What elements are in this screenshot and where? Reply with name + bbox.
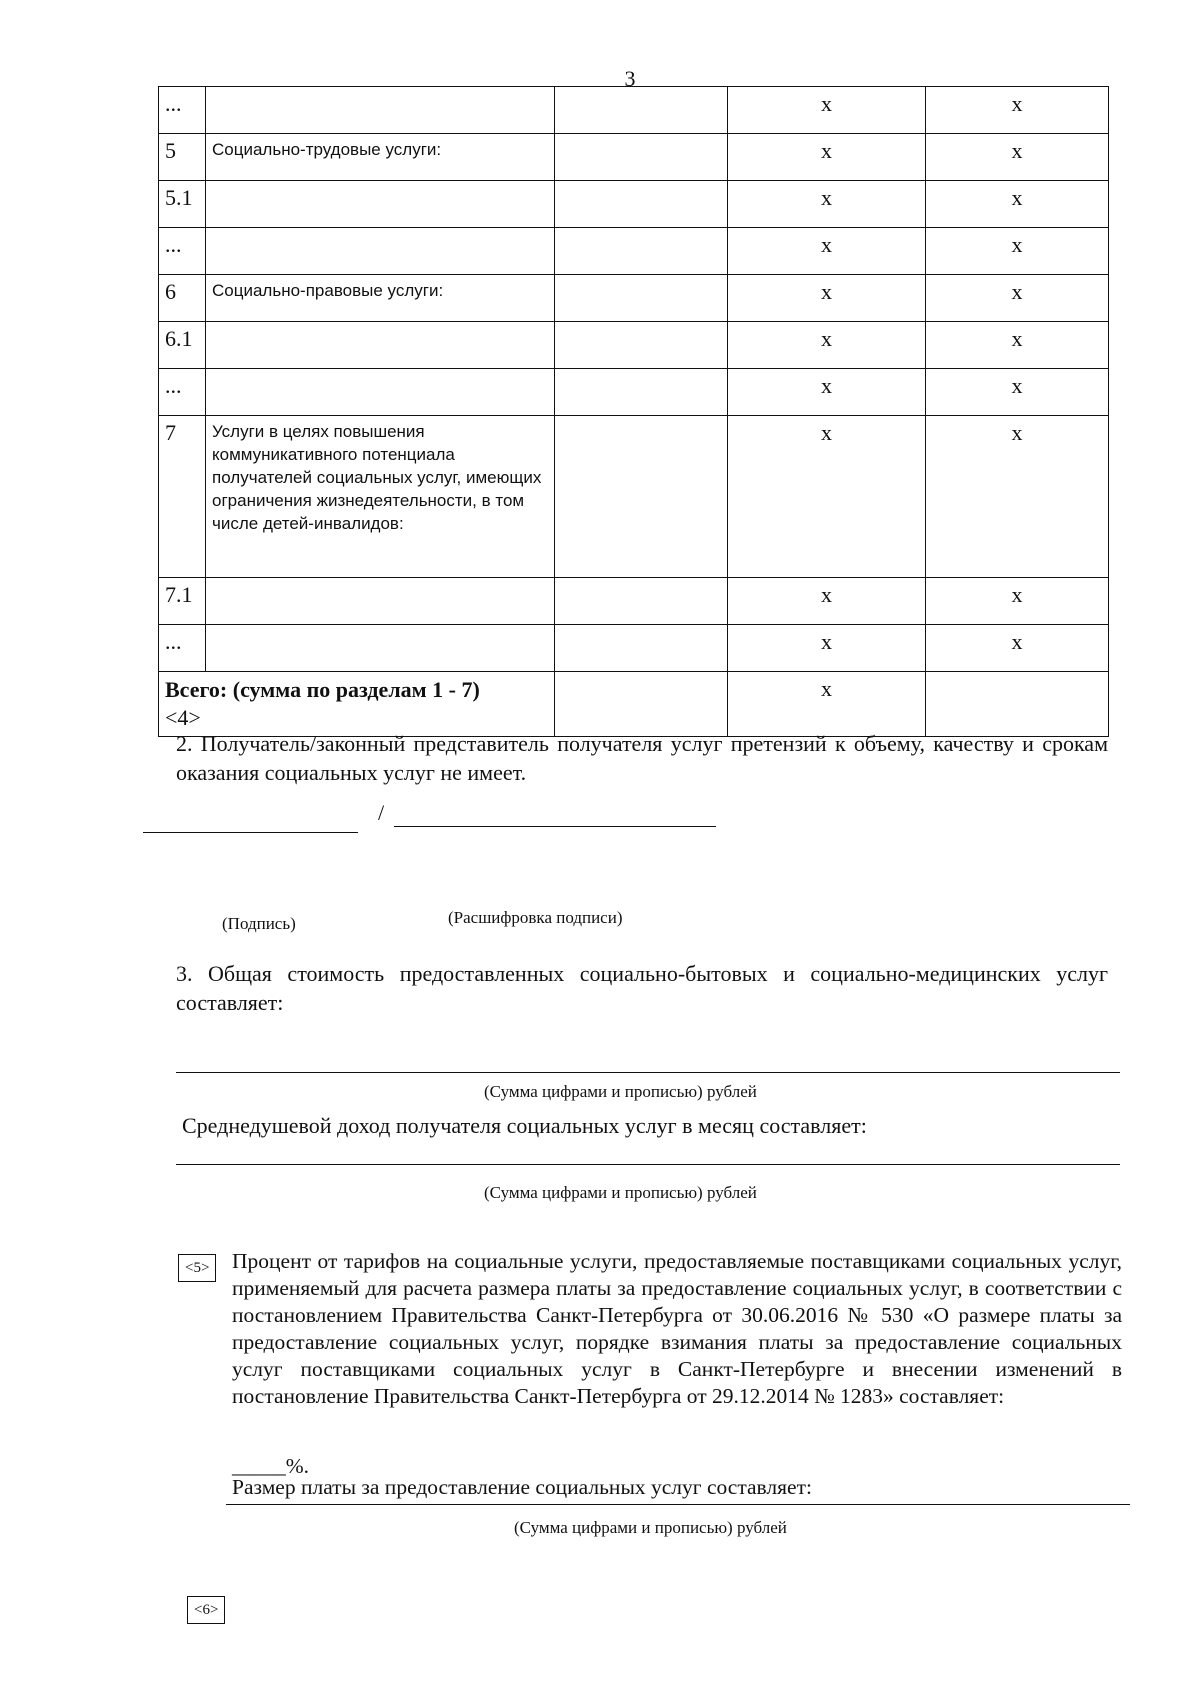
- row-number: ...: [159, 87, 206, 134]
- row-cell-4: x: [728, 322, 926, 369]
- row-cell-3: [555, 369, 728, 416]
- table-row: [159, 369, 1109, 416]
- service-name: Социально-трудовые услуги:: [206, 134, 555, 181]
- service-name: Услуги в целях повышения коммуникативного потенциала получателей социальных услуг, имеющих ограничения жизнедеятельности, в том числе детей-инвалидов:: [206, 416, 555, 578]
- service-name: [206, 228, 555, 275]
- note6-marker: <6>: [187, 1596, 225, 1624]
- row-cell-5: x: [926, 134, 1109, 181]
- table-row: [159, 416, 1109, 578]
- service-name: [206, 369, 555, 416]
- fee-text: Размер платы за предоставление социальных услуг составляет:: [232, 1475, 812, 1499]
- row-cell-4: x: [728, 134, 926, 181]
- row-cell-5: x: [926, 87, 1109, 134]
- income-line: [176, 1164, 1120, 1165]
- page-number: 3: [624, 66, 636, 91]
- total-cost-line: [176, 1072, 1120, 1073]
- table-row: [159, 275, 1109, 322]
- row-number: ...: [159, 369, 206, 416]
- row-cell-5: x: [926, 228, 1109, 275]
- service-name: [206, 625, 555, 672]
- table-row: [159, 625, 1109, 672]
- row-cell-4: x: [728, 625, 926, 672]
- service-name: Социально-правовые услуги:: [206, 275, 555, 322]
- row-cell-5: x: [926, 275, 1109, 322]
- total-cell-3: [555, 672, 728, 737]
- section2-text: 2. Получатель/законный представитель получателя услуг претензий к объему, качеству и срокам оказания социальных услуг не имеет.: [176, 731, 1108, 785]
- row-cell-4: x: [728, 369, 926, 416]
- row-number: 5: [159, 134, 206, 181]
- table-row: [159, 228, 1109, 275]
- row-cell-4: x: [728, 228, 926, 275]
- income-caption: (Сумма цифрами и прописью) рублей: [484, 1183, 757, 1202]
- row-cell-3: [555, 322, 728, 369]
- note5-marker: <5>: [178, 1254, 216, 1282]
- total-cell-4: x: [728, 672, 926, 737]
- row-number: ...: [159, 228, 206, 275]
- row-cell-3: [555, 134, 728, 181]
- services-table: [158, 86, 1109, 737]
- row-cell-3: [555, 416, 728, 578]
- table-row: [159, 322, 1109, 369]
- fee-caption: (Сумма цифрами и прописью) рублей: [514, 1518, 787, 1537]
- service-name: [206, 87, 555, 134]
- income-text: Среднедушевой доход получателя социальных услуг в месяц составляет:: [182, 1113, 867, 1138]
- row-cell-4: x: [728, 275, 926, 322]
- decoding-line: [394, 826, 716, 827]
- row-cell-3: [555, 578, 728, 625]
- row-cell-3: [555, 275, 728, 322]
- row-number: ...: [159, 625, 206, 672]
- row-cell-5: x: [926, 578, 1109, 625]
- row-number: 6.1: [159, 322, 206, 369]
- row-cell-5: x: [926, 625, 1109, 672]
- row-number: 6: [159, 275, 206, 322]
- total-cell-5: [926, 672, 1109, 737]
- section3-text: 3. Общая стоимость предоставленных социально-бытовых и социально-медицинских услуг составляет:: [176, 961, 1108, 1015]
- row-cell-5: x: [926, 181, 1109, 228]
- row-cell-4: x: [728, 181, 926, 228]
- signature-caption: (Подпись): [222, 914, 296, 933]
- table-row: [159, 181, 1109, 228]
- note5-text: Процент от тарифов на социальные услуги, предоставляемые поставщиками социальных услуг, применяемый для расчета размера платы за предоставление социальных услуг, в соответствии с постановлением Правительства Санкт-Петербурга от 30.06.2016 № 530 «О размере платы за предоставление социальных услуг, порядке взимания платы за предоставление социальных услуг поставщиками социальных услуг в Санкт-Петербурге и внесении изменений в постановление Правительства Санкт-Петербурга от 29.12.2014 № 1283» составляет:: [232, 1249, 1122, 1408]
- total-row: [159, 672, 1109, 737]
- signature-line: [143, 832, 358, 833]
- service-name: [206, 181, 555, 228]
- row-number: 7: [159, 416, 206, 578]
- row-number: 5.1: [159, 181, 206, 228]
- total-label: Всего: (сумма по разделам 1 - 7): [165, 677, 480, 702]
- row-cell-3: [555, 87, 728, 134]
- row-cell-5: x: [926, 416, 1109, 578]
- row-cell-5: x: [926, 369, 1109, 416]
- signature-slash: /: [378, 800, 385, 825]
- fee-line: [226, 1504, 1130, 1505]
- service-name: [206, 322, 555, 369]
- row-cell-5: x: [926, 322, 1109, 369]
- row-cell-4: x: [728, 416, 926, 578]
- row-cell-3: [555, 625, 728, 672]
- total-cost-caption: (Сумма цифрами и прописью) рублей: [484, 1082, 757, 1101]
- total-note: <4>: [165, 705, 201, 730]
- percent-field: _____%.: [232, 1454, 310, 1478]
- row-cell-4: x: [728, 578, 926, 625]
- row-number: 7.1: [159, 578, 206, 625]
- total-label-cell: [159, 672, 555, 737]
- service-name: [206, 578, 555, 625]
- row-cell-3: [555, 228, 728, 275]
- table-row: [159, 578, 1109, 625]
- row-cell-4: x: [728, 87, 926, 134]
- decoding-caption: (Расшифровка подписи): [448, 908, 623, 927]
- row-cell-3: [555, 181, 728, 228]
- table-row: [159, 134, 1109, 181]
- table-row: [159, 87, 1109, 134]
